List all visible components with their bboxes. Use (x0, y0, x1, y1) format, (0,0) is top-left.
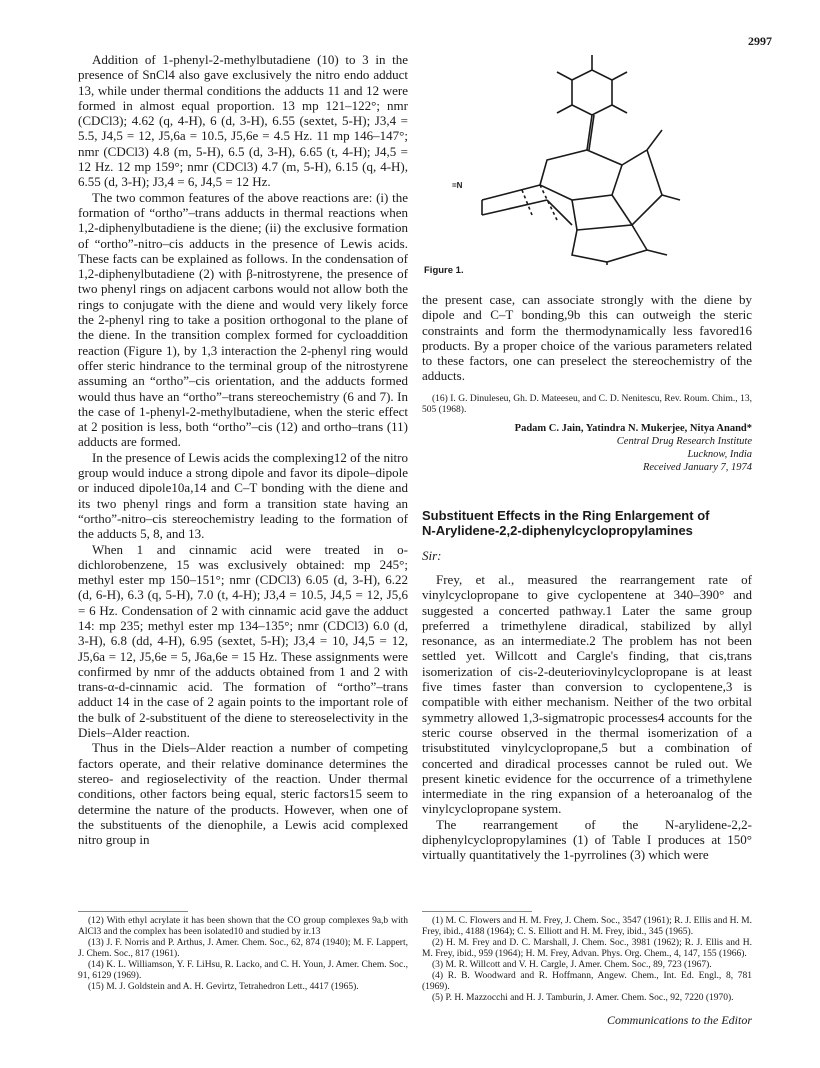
city: Lucknow, India (687, 448, 752, 460)
footnote: (15) M. J. Goldstein and A. H. Gevirtz, Tetrahedron Lett., 4417 (1965). (88, 982, 359, 992)
salutation: Sir: (422, 548, 442, 563)
reference-16: (16) I. G. Dinuleseu, Gh. D. Mateeseu, and C. D. Nenitescu, Rev. Roum. Chim., 13, 505 (1968). (422, 393, 752, 415)
paragraph: the present case, can associate strongly with the diene by dipole and C–T bonding,9b this can outweigh the steric constraints and form the thermodynamically less favored16 products. By a proper choice of the various parameters related to these factors, one can preselect the stereochemistry of the adducts. (422, 292, 752, 384)
figure-1-structure (422, 50, 752, 270)
left-column (78, 52, 408, 847)
paragraph: When 1 and cinnamic acid were treated in o-dichlorobenzene, 15 was exclusively obtained: mp 245°; methyl ester mp 150–151°; nmr (CDCl3) 6.05 (d, 3-H), 6.22 (d, 6-H), 6.3 (q, 5-H), 7.0 (t, 4-H); J3,4 = 10.5, J4,5 = 12, J5,6 = 6 Hz. Condensation of 2 with cinnamic acid gave the adduct 14: mp 235; methyl ester mp 134–135°; nmr (CDCl3) 6.0 (d, 3-H), 6.8 (dd, 4-H), 6.95 (sextet, 5-H); J3,4 = 10, J4,5 = 12, J5,6a = 12, J5,6e = 5, J6a,6e = 15 Hz. These assignments were confirmed by nmr of the adducts obtained from 1 and 2 with trans-α-d-cinnamic acid. The formation of “ortho”–trans adduct 14 in the case of 2 again points to the important role of the bulk of 2-substituent of the diene to stereoselectivity in the Diels–Alder reaction. (78, 541, 408, 741)
footnote: (2) H. M. Frey and D. C. Marshall, J. Chem. Soc., 3981 (1962); R. J. Ellis and H. M. Frey, ibid., 959 (1964); H. M. Frey, Advan. Phys. Org. Chem., 4, 147, 155 (1966). (422, 938, 752, 959)
footnote: (5) P. H. Mazzocchi and H. J. Tamburin, J. Amer. Chem. Soc., 92, 7220 (1970). (432, 993, 734, 1003)
figure-caption: Figure 1. (424, 265, 464, 276)
paragraph: The rearrangement of the N-arylidene-2,2-diphenylcyclopropylamines (1) of Table I produces at 150° virtually quantitatively the 1-pyrrolines (3) which were (422, 816, 752, 863)
authors: Padam C. Jain, Yatindra N. Mukerjee, Nitya Anand* (514, 422, 752, 434)
left-footnotes (78, 905, 408, 993)
institute: Central Drug Research Institute (616, 435, 752, 447)
paragraph: In the presence of Lewis acids the complexing12 of the nitro group would induce a strong dipole and favor its dipole–dipole or induced dipole10a,14 and C–T bonding with the diene and its two phenyl rings and form a transition state having an “ortho”-nitro–cis stereochemistry leading to the formation of the adducts 5, 8, and 13. (78, 449, 408, 542)
article-title (422, 508, 752, 538)
title-line-1: Substituent Effects in the Ring Enlargement of (422, 508, 710, 523)
title-line-2: N-Arylidene-2,2-diphenylcyclopropylamines (422, 523, 693, 538)
footnote: (13) J. F. Norris and P. Arthus, J. Amer. Chem. Soc., 62, 874 (1940); M. F. Lappert, J. Chem. Soc., 817 (1961). (78, 938, 408, 959)
nitrogen-label: =N (452, 181, 463, 190)
footnote: (14) K. L. Williamson, Y. F. LiHsu, R. Lacko, and C. H. Youn, J. Amer. Chem. Soc., 91, 6129 (1969). (78, 960, 408, 981)
right-column-top (422, 292, 752, 474)
received-date: Received January 7, 1974 (642, 461, 752, 473)
footnote-rule (78, 911, 188, 912)
footnote: (3) M. R. Willcott and V. H. Cargle, J. Amer. Chem. Soc., 89, 723 (1967). (432, 960, 712, 970)
footnote-rule (422, 911, 532, 912)
footnote: (12) With ethyl acrylate it has been shown that the CO group complexes 9a,b with AlCl3 and the complex has been isolated10 and studied by ir.13 (78, 916, 408, 937)
paragraph: Frey, et al., measured the rearrangement rate of vinylcyclopropane to give cyclopentene at 340–390° and suggested a concerted pathway.1 Later the same group preferred a trimethylene diradical, stabilized by allyl resonance, as an intermediate.2 The problem has not been settled yet. Willcott and Cargle's finding, that cis,trans isomerization of cis-2-deuteriovinylcyclopropane is at least five times faster than conversion to cyclopentene,3 is compatible with either mechanism. Neither of the two orbital symmetry allowed 1,3-sigmatropic processes4 accounts for the steric course observed in the thermal isomerization of a trisubstituted vinylcyclopropane,5 but a combination of concerted and diradical processes cannot be ruled out. We present kinetic evidence for the occurrence of a trimethylene intermediate in the ring expansion of a heteroanalog of the vinylcyclopropane system. (422, 572, 752, 817)
footnote: (4) R. B. Woodward and R. Hoffmann, Angew. Chem., Int. Ed. Engl., 8, 781 (1969). (422, 971, 752, 992)
right-footnotes (422, 905, 752, 1004)
right-column-body (422, 572, 752, 863)
paragraph: The two common features of the above reactions are: (i) the formation of “ortho”–trans adducts in thermal reactions when 1,2-diphenylbutadiene is the diene; (ii) the exclusive formation of “ortho”-nitro–cis adducts in the presence of Lewis acids. These facts can be explained as follows. In the condensation of 1,2-diphenylbutadiene (2) with β-nitrostyrene, the presence of two phenyl rings on adjacent carbons would not allow both the rings to conjugate with the diene and would very likely force the 2-phenyl ring to take a position orthogonal to the plane of the diene. In the transition complex formed for cycloaddition reaction (Figure 1), by 1,3 interaction the 2-phenyl ring would offer steric hindrance to the terminal group of the nitrostyrene assuming an “ortho”–cis orientation, and the adducts formed would thus have an “ortho”–trans stereochemistry (6 and 7). In the case of 1-phenyl-2-methylbutadiene, when the steric effect at 2 position is less, both “ortho”–cis (12) and ortho–trans (11) adducts are formed. (78, 189, 408, 450)
running-footer: Communications to the Editor (607, 1013, 752, 1027)
paragraph: Thus in the Diels–Alder reaction a number of competing factors operate, and their relative dominance determines the stereo- and regioselectivity of the reaction. Under thermal conditions, other factors being equal, steric factors15 seem to determine the nature of the products. However, when one of the substituents of the dienophile, a Lewis acid complexed nitro group in (78, 740, 408, 848)
molecule-drawing (422, 50, 752, 265)
paragraph: Addition of 1-phenyl-2-methylbutadiene (10) to 3 in the presence of SnCl4 also gave exclusively the nitro endo adduct 13, while under thermal conditions the adducts 11 and 12 were formed in almost equal proportion. 13 mp 121–122°; nmr (CDCl3); 4.62 (q, 4-H), 6 (d, 3-H), 6.55 (sextet, 5-H); J3,4 = 5.5, J4,5 = 12, J5,6a = 10.5, J5,6e = 4.5 Hz. 11 mp 146–147°; nmr (CDCl3) 4.8 (m, 5-H), 6.5 (d, 3-H), 6.65 (t, 4-H); J4,5 = 12 Hz. 12 mp 159°; nmr (CDCl3) 4.7 (m, 5-H), 6.15 (q, 4-H), 6.55 (d, 3-H); J3,4 = 6, J4,5 = 12 Hz. (78, 52, 408, 190)
footnote: (1) M. C. Flowers and H. M. Frey, J. Chem. Soc., 3547 (1961); R. J. Ellis and H. M. Frey, ibid., 4188 (1964); C. S. Elliott and H. M. Frey, ibid., 345 (1965). (422, 916, 752, 937)
page-number: 2997 (748, 34, 772, 48)
